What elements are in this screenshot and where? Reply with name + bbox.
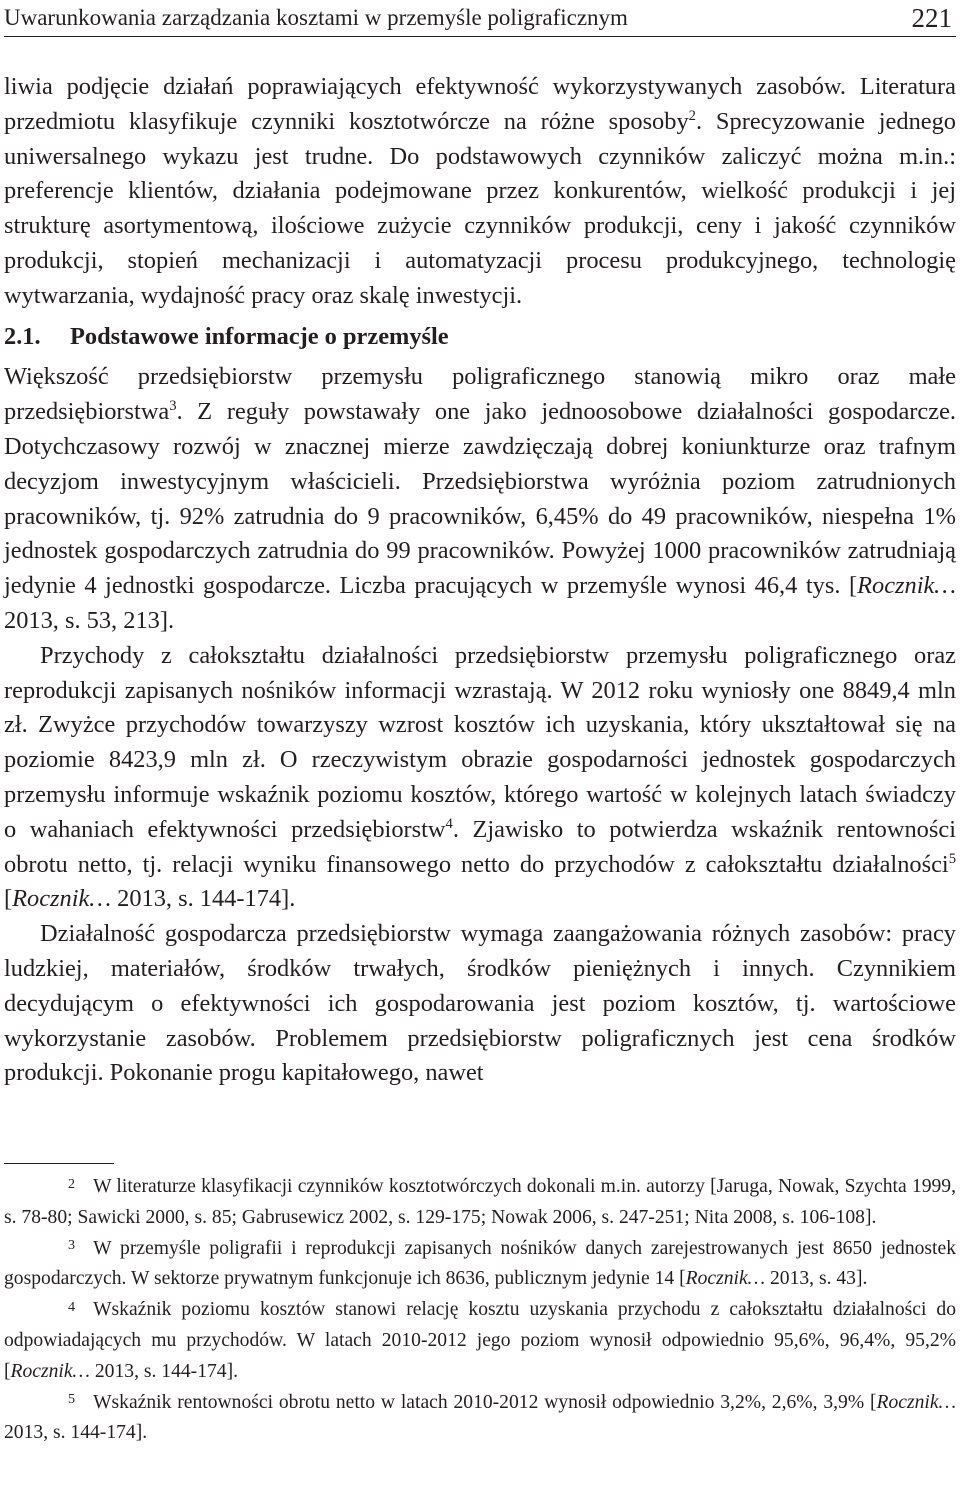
paragraph-4: Działalność gospodarcza przedsiębiorstw wymaga zaangażowania różnych zasobów: pracy ludzkiej, materiałów, środków trwałych, środków pieniężnych i innych. Czynnikiem decydującym o efektywności ich gospodarowania jest poziom kosztów, tj. wartościowe wykorzystanie zasobów. Problemem przedsiębiorstw poligraficznych jest cena środków produkcji. Pokonanie progu kapitałowego, nawet	[4, 920, 956, 1087]
section-heading	[4, 320, 956, 355]
footnote-2: 2 W literaturze klasyfikacji czynników kosztotwórczych dokonali m.in. autorzy [Jaruga, Nowak, Szychta 1999, s. 78-80; Sawicki 2000, s. 85; Gabrusewicz 2002, s. 129-175; Nowak 2006, s. 247-251; Nita 2008, s. 106-108].	[4, 1175, 956, 1228]
footnote-separator	[4, 1163, 114, 1164]
footnote-ref-4[interactable]: 4	[445, 815, 453, 832]
footnote-text-end: 2013, s. 43].	[765, 1268, 868, 1290]
footnote-text: Wskaźnik rentowności obrotu netto w latach 2010-2012 wynosił odpowiednio 3,2%, 2,6%, 3,9% [	[93, 1391, 877, 1413]
footnote-text-end: 2013, s. 144-174].	[89, 1360, 239, 1382]
paragraph-3-text-a: Przychody z całokształtu działalności przedsiębiorstw przemysłu poligraficznego oraz reprodukcji zapisanych nośników informacji wzrastają. W 2012 roku wyniosły one 8849,4 mln zł. Zwyżce przychodów towarzyszy wzrost kosztów ich uzyskania, który ukształtował się na poziomie 8423,9 mln zł. O rzeczywistym obrazie gospodarności jednostek gospodarczych przemysłu informuje wskaźnik poziomu kosztów, którego wartość w kolejnych latach świadczy o wahaniach efektywności przedsiębiorstw	[4, 641, 956, 843]
paragraph-3	[4, 639, 956, 917]
body-text	[4, 70, 956, 1091]
footnote-3: 3 W przemyśle poligrafii i reprodukcji zapisanych nośników danych zarejestrowanych jest 8650 jednostek gospodarczych. W sektorze prywatnym funkcjonuje ich 8636, publicznym jedynie 14 [Rocznik… 2013, s. 43].	[4, 1237, 956, 1290]
footnote-text: Wskaźnik poziomu kosztów stanowi relację kosztu uzyskania przychodu z całokształtu działalności do odpowiadających mu przychodów. W latach 2010-2012 jego poziom wynosił odpowiednio 95,6%, 96,4%, 95,2% [	[4, 1299, 956, 1382]
footnote-text: W przemyśle poligrafii i reprodukcji zapisanych nośników danych zarejestrowanych jest 8650 jednostek gospodarczych. W sektorze prywatnym funkcjonuje ich 8636, publicznym jedynie 14 [	[4, 1237, 956, 1290]
paragraph-1-text-a: liwia podjęcie działań poprawiających efektywność wykorzystywanych zasobów. Literatura przedmiotu klasyfikuje czynniki kosztotwórcze na różne sposoby	[4, 73, 956, 135]
footnote-text: W literaturze klasyfikacji czynników kosztotwórczych dokonali m.in. autorzy [Jaruga, Nowak, Szychta 1999, s. 78-80; Sawicki 2000, s. 85; Gabrusewicz 2002, s. 129-175; Nowak 2006, s. 247-251; Nita 2008, s. 106-108].	[4, 1176, 956, 1228]
footnote-text-end: 2013, s. 144-174].	[4, 1422, 148, 1444]
citation-rocznik: Rocznik…	[857, 572, 956, 600]
paragraph-3-text-d: 2013, s. 144-174].	[111, 885, 296, 913]
paragraph-2	[4, 360, 956, 638]
footnotes	[4, 1172, 956, 1449]
paragraph-3-text-c: [	[4, 885, 13, 913]
citation-rocznik: Rocznik…	[685, 1268, 766, 1290]
paragraph-1	[4, 70, 956, 314]
paragraph-3-text-b: . Zjawisko to potwierdza wskaźnik rentowności obrotu netto, tj. relacji wyniku finansowego netto do przychodów z całokształtu działalności	[4, 815, 956, 878]
footnote-ref-3[interactable]: 3	[169, 398, 177, 415]
footnote-4: 4 Wskaźnik poziomu kosztów stanowi relację kosztu uzyskania przychodu z całokształtu działalności do odpowiadających mu przychodów. W latach 2010-2012 jego poziom wynosił odpowiednio 95,6%, 96,4%, 95,2% [Rocznik… 2013, s. 144-174].	[4, 1298, 956, 1382]
running-title: Uwarunkowania zarządzania kosztami w przemyśle poligraficznym	[4, 5, 628, 30]
footnote-ref-2[interactable]: 2	[688, 108, 696, 125]
paragraph-2-text-b: . Z reguły powstawały one jako jednoosobowe działalności gospodarcze. Dotychczasowy rozwój w znacznej mierze zawdzięczają dobrej koniunkturze oraz trafnym decyzjom inwestycyjnym właścicieli. Przedsiębiorstwa wyróżnia poziom zatrudnionych pracowników, tj. 92% zatrudnia do 9 pracowników, 6,45% do 49 pracowników, niespełna 1% jednostek gospodarczych zatrudnia do 99 pracowników. Powyżej 1000 pracowników zatrudniają jedynie 4 jednostki gospodarcze. Liczba pracujących w przemyśle wynosi 46,4 tys. [	[4, 398, 956, 600]
section-number: 2.1.	[4, 322, 41, 350]
running-header	[4, 0, 956, 37]
citation-rocznik: Rocznik…	[876, 1391, 956, 1413]
citation-rocznik: Rocznik…	[10, 1360, 90, 1382]
footnote-ref-5[interactable]: 5	[948, 850, 956, 867]
citation-rocznik: Rocznik…	[12, 885, 112, 913]
paragraph-1-text-b: . Sprecyzowanie jednego uniwersalnego wykazu jest trudne. Do podstawowych czynników zaliczyć można m.in.: preferencje klientów, działania podejmowane przez konkurentów, wielkość produkcji i jej strukturę asortymentową, ilościowe zużycie czynników produkcji, ceny i jakość czynników produkcji, stopień mechanizacji i automatyzacji procesu produkcyjnego, technologię wytwarzania, wydajność pracy oraz skalę inwestycji.	[4, 107, 956, 309]
page-number: 221	[911, 3, 952, 33]
section-title: Podstawowe informacje o przemyśle	[70, 322, 449, 350]
paragraph-2-text-c: 2013, s. 53, 213].	[4, 606, 175, 634]
footnote-5: 5 Wskaźnik rentowności obrotu netto w latach 2010-2012 wynosił odpowiednio 3,2%, 2,6%, 3,9% [Rocznik… 2013, s. 144-174].	[4, 1391, 956, 1444]
paragraph-2-text-a: Większość przedsiębiorstw przemysłu poligraficznego stanowią mikro oraz małe przedsiębiorstwa	[4, 363, 956, 426]
